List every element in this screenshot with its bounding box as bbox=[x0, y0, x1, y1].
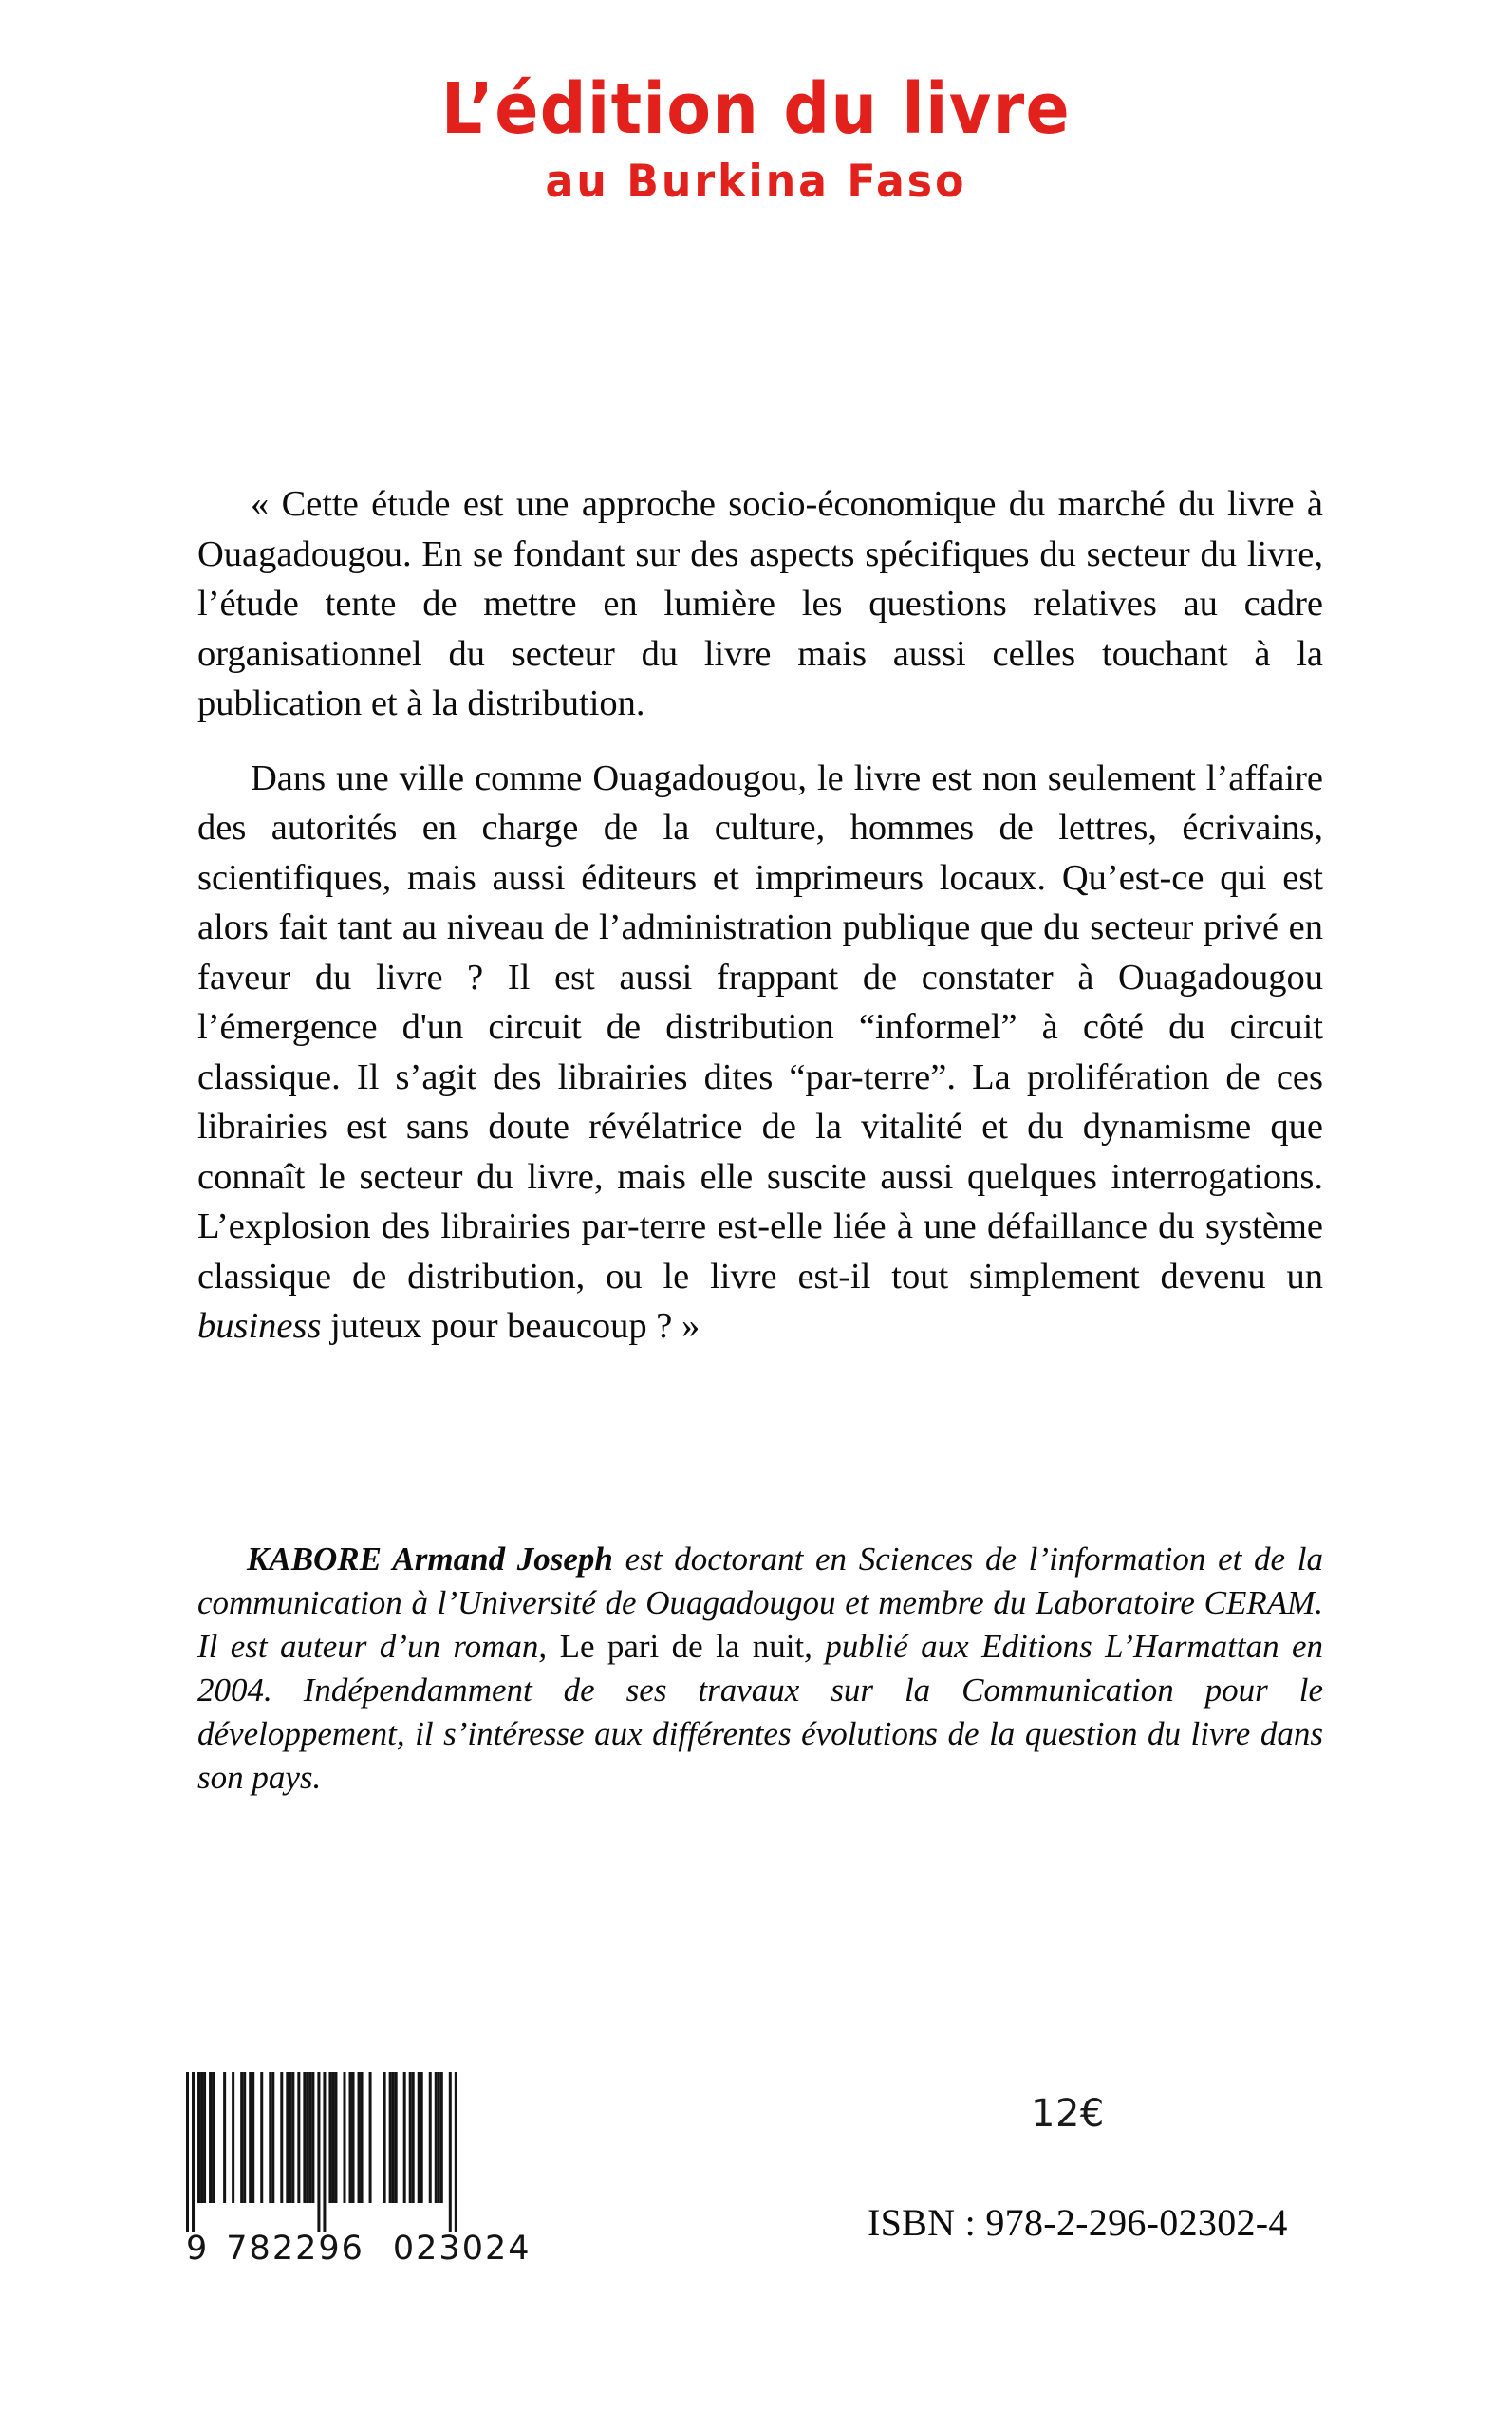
author-previous-book-title: Le pari de la nuit bbox=[559, 1628, 805, 1665]
blurb-body bbox=[197, 479, 1323, 1352]
barcode-digits bbox=[186, 2230, 532, 2268]
barcode-left-group: 782296 bbox=[226, 2230, 364, 2268]
barcode-area bbox=[186, 2072, 532, 2268]
blurb-paragraph-2 bbox=[197, 754, 1323, 1352]
author-bio-text-start: est doctorant en Sciences de l’information et de la communication à l’Université de Ouagadougou et membre du Laboratoire CERAM. Il est auteur d’un roman, bbox=[197, 1541, 1323, 1665]
isbn-label: ISBN : 978-2-296-02302-4 bbox=[868, 2201, 1288, 2244]
author-bio-block bbox=[197, 1538, 1323, 1800]
page-subtitle: au Burkina Faso bbox=[545, 156, 967, 209]
blurb-paragraph-2-text-end: juteux pour beaucoup ? » bbox=[321, 1306, 700, 1346]
blurb-paragraph-2-text-start: Dans une ville comme Ouagadougou, le livre est non seulement l’affaire des autorités en charge de la culture, hommes de lettres, écrivains, scientifiques, mais aussi éditeurs et imprimeurs locaux. Qu’est-ce qui est alors fait tant au niveau de l’administration publique que du secteur privé en faveur du livre ? Il est aussi frappant de constater à Ouagadougou l’émergence d'un circuit de distribution “informel” à côté du circuit classique. Il s’agit des librairies dites “par-terre”. La prolifération de ces librairies est sans doute révélatrice de la vitalité et du dynamisme que connaît le secteur du livre, mais elle suscite aussi quelques interrogations. L’explosion des librairies par-terre est-elle liée à une défaillance du système classique de distribution, ou le livre est-il tout simplement devenu un bbox=[197, 757, 1323, 1297]
author-name: KABORE Armand Joseph bbox=[247, 1541, 613, 1578]
title-block bbox=[0, 68, 1512, 209]
price-label: 12€ bbox=[1031, 2092, 1105, 2136]
barcode-right-group: 023024 bbox=[392, 2230, 532, 2268]
blurb-paragraph-1: « Cette étude est une approche socio-économique du marché du livre à Ouagadougou. En se fondant sur des aspects spécifiques du secteur du livre, l’étude tente de mettre en lumière les questions relatives au cadre organisationnel du secteur du livre mais aussi celles touchant à la publication et à la distribution. bbox=[197, 484, 1323, 723]
author-bio-text-end: , publié aux Editions L’Harmattan en 2004. Indépendamment de ses travaux sur la Communication pour le développement, il s’intéresse aux différentes évolutions de la question du livre dans son pays. bbox=[197, 1628, 1323, 1796]
ean13-barcode-icon bbox=[186, 2072, 509, 2232]
author-bio-paragraph bbox=[197, 1538, 1323, 1800]
page-title: L’édition du livre bbox=[440, 68, 1072, 150]
barcode-lead-digit: 9 bbox=[186, 2230, 210, 2268]
blurb-emphasis-business: business bbox=[197, 1306, 322, 1346]
